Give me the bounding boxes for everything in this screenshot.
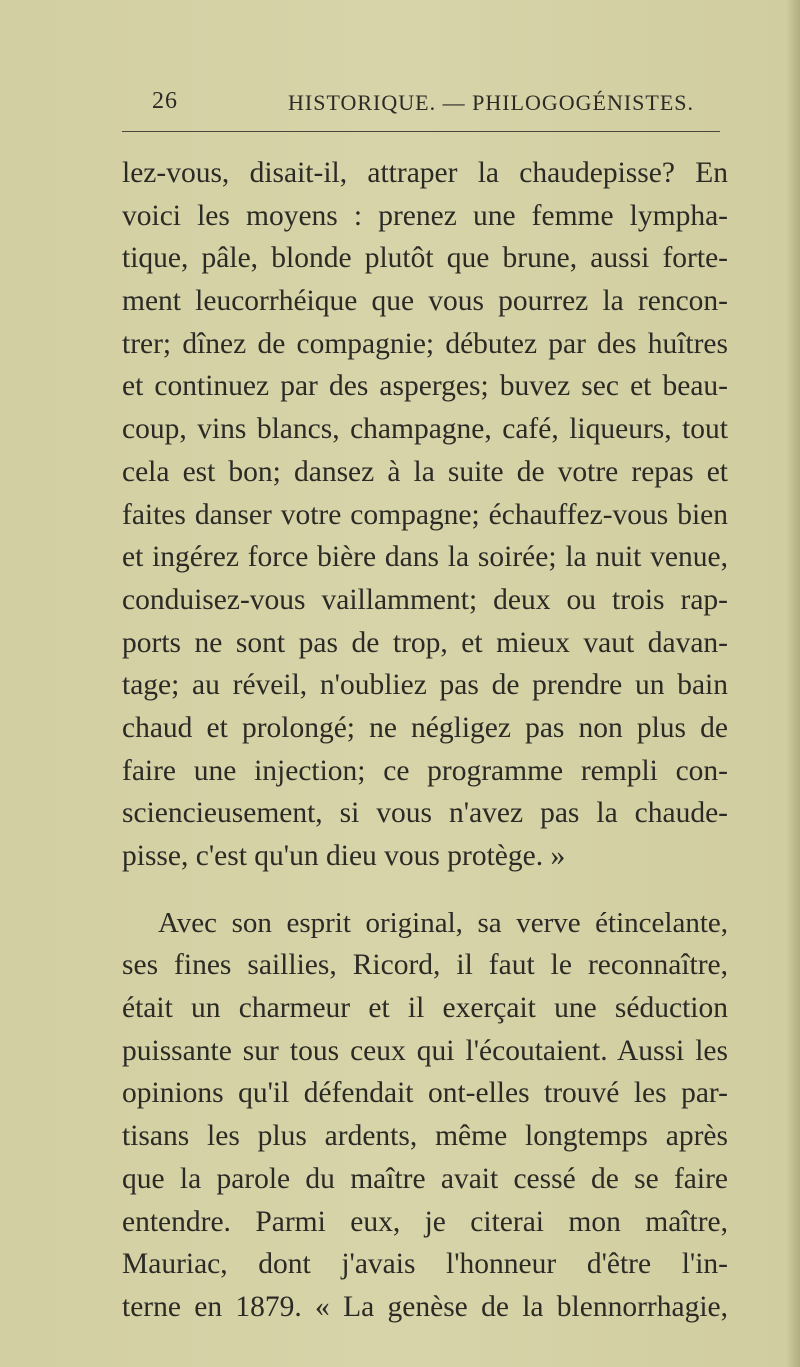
text-line: tique, pâle, blonde plutôt que brune, aussi forte- (122, 242, 728, 275)
text-line: ment leucorrhéique que vous pourrez la rencon- (122, 285, 728, 318)
text-line: ports ne sont pas de trop, et mieux vaut davan- (122, 626, 728, 659)
body-text (122, 152, 728, 1329)
text-line: tage; au réveil, n'oubliez pas de prendre un bain (122, 669, 728, 702)
text-line: et ingérez force bière dans la soirée; la nuit venue, (122, 541, 728, 574)
text-line: terne en 1879. « La genèse de la blennorrhagie, (122, 1290, 728, 1323)
text-line: cela est bon; dansez à la suite de votre repas et (122, 455, 728, 488)
text-line: faites danser votre compagne; échauffez-vous bien (122, 498, 728, 531)
text-line: coup, vins blancs, champagne, café, liqueurs, tout (122, 413, 728, 446)
text-line: Mauriac, dont j'avais l'honneur d'être l'in- (122, 1248, 728, 1281)
text-line: tisans les plus ardents, même longtemps après (122, 1120, 728, 1153)
paragraph-spacer (122, 878, 728, 902)
text-line: Avec son esprit original, sa verve étincelante, (158, 906, 728, 939)
text-line: opinions qu'il défendait ont-elles trouvé les par- (122, 1077, 728, 1110)
text-line: que la parole du maître avait cessé de se faire (122, 1162, 728, 1195)
text-line: voici les moyens : prenez une femme lympha- (122, 199, 728, 232)
text-line: trer; dînez de compagnie; débutez par des huîtres (122, 327, 728, 360)
header-rule (122, 131, 720, 132)
running-head (122, 88, 722, 128)
text-line: et continuez par des asperges; buvez sec et beau- (122, 370, 728, 403)
running-title: HISTORIQUE. — PHILOGOGÉNISTES. (288, 90, 695, 115)
page-edge-shadow (786, 0, 800, 1367)
text-line: chaud et prolongé; ne négligez pas non plus de (122, 711, 728, 744)
paragraph-ricord (122, 902, 728, 1329)
page-number: 26 (152, 88, 178, 114)
text-line: lez-vous, disait-il, attraper la chaudepisse? En (122, 157, 728, 189)
text-line: entendre. Parmi eux, je citerai mon maître, (122, 1205, 728, 1238)
text-line: pisse, c'est qu'un dieu vous protège. » (122, 840, 566, 872)
text-line: ses fines saillies, Ricord, il faut le reconnaître, (122, 949, 728, 982)
text-line: conduisez-vous vaillamment; deux ou trois rap- (122, 583, 728, 616)
paragraph-quote (122, 152, 728, 878)
text-line: puissante sur tous ceux qui l'écoutaient. Aussi les (122, 1034, 728, 1067)
text-line: était un charmeur et il exerçait une séduction (122, 992, 728, 1025)
text-line: sciencieusement, si vous n'avez pas la chaude- (122, 797, 728, 830)
text-line: faire une injection; ce programme rempli con- (122, 754, 728, 787)
